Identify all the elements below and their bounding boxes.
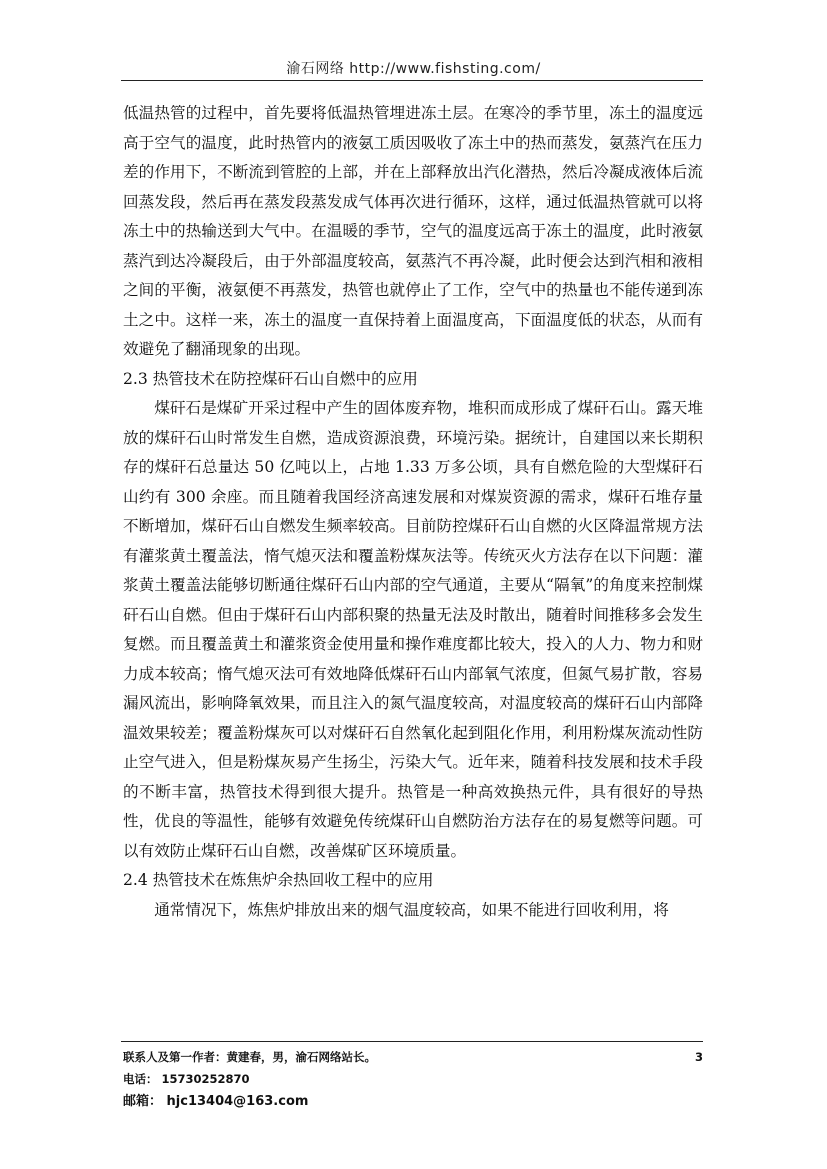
section-heading-2-3: 2.3 热管技术在防控煤矸石山自燃中的应用 (123, 369, 418, 388)
page-footer (123, 1046, 703, 1114)
paragraph-section-2-4: 通常情况下，炼焦炉排放出来的烟气温度较高，如果不能进行回收利用，将 (154, 900, 669, 919)
page-header: 渝石网络 http://www.fishsting.com/ (286, 61, 541, 77)
paragraph-section-2-3: 煤矸石是煤矿开采过程中产生的固体废弃物，堆积而成形成了煤矸石山。露天堆放的煤矸石山时常发生自燃，造成资源浪费，环境污染。据统计，自建国以来长期积存的煤矸石总量达 50 亿吨以上，占地 1.33 万多公顷，具有自燃危险的大型煤矸石山约有 300 余座。而且随着我国经济高速发展和对煤炭资源的需求，煤矸石堆存量不断增加，煤矸石山自燃发生频率较高。目前防控煤矸石山自燃的火区降温常规方法有灌浆黄土覆盖法，惰气熄灭法和覆盖粉煤灰法等。传统灭火方法存在以下问题：灌浆黄土覆盖法能够切断通往煤矸石山内部的空气通道，主要从“隔氧”的角度来控制煤矸石山自燃。但由于煤矸石山内部积聚的热量无法及时散出，随着时间推移多会发生复燃。而且覆盖黄土和灌浆资金使用量和操作难度都比较大，投入的人力、物力和财力成本较高；惰气熄灭法可有效地降低煤矸石山内部氧气浓度，但氮气易扩散，容易漏风流出，影响降氧效果，而且注入的氮气温度较高，对温度较高的煤矸石山内部降温效果较差；覆盖粉煤灰可以对煤矸石自然氧化起到阻化作用，利用粉煤灰流动性防止空气进入，但是粉煤灰易产生扬尘，污染大气。近年来，随着科技发展和技术手段的不断丰富，热管技术得到很大提升。热管是一种高效换热元件，具有很好的导热性，优良的等温性，能够有效避免传统煤矸山自燃防治方法存在的易复燃等问题。可以有效防止煤矸石山自燃，改善煤矿区环境质量。 (123, 399, 703, 860)
footer-divider (121, 1041, 703, 1042)
section-heading-2-4: 2.4 热管技术在炼焦炉余热回收工程中的应用 (123, 871, 434, 889)
footer-phone: 电话： 15730252870 (123, 1072, 250, 1086)
header-divider (121, 80, 703, 81)
body-text (123, 99, 703, 925)
footer-contact: 联系人及第一作者：黄建春，男，渝石网络站长。 (123, 1050, 376, 1064)
page-number: 3 (694, 1050, 703, 1064)
footer-email: 邮箱： hjc13404@163.com (123, 1094, 309, 1109)
paragraph-continued: 低温热管的过程中，首先要将低温热管埋进冻土层。在寒冷的季节里，冻土的温度远高于空气的温度，此时热管内的液氨工质因吸收了冻土中的热而蒸发，氨蒸汽在压力差的作用下，不断流到管腔的上部，并在上部释放出汽化潜热，然后冷凝成液体后流回蒸发段，然后再在蒸发段蒸发成气体再次进行循环，这样，通过低温热管就可以将冻土中的热输送到大气中。在温暖的季节，空气的温度远高于冻土的温度，此时液氨蒸汽到达冷凝段后，由于外部温度较高，氨蒸汽不再冷凝，此时便会达到汽相和液相之间的平衡，液氨便不再蒸发，热管也就停止了工作，空气中的热量也不能传递到冻土之中。这样一来，冻土的温度一直保持着上面温度高，下面温度低的状态，从而有效避免了翻涌现象的出现。 (123, 104, 703, 358)
